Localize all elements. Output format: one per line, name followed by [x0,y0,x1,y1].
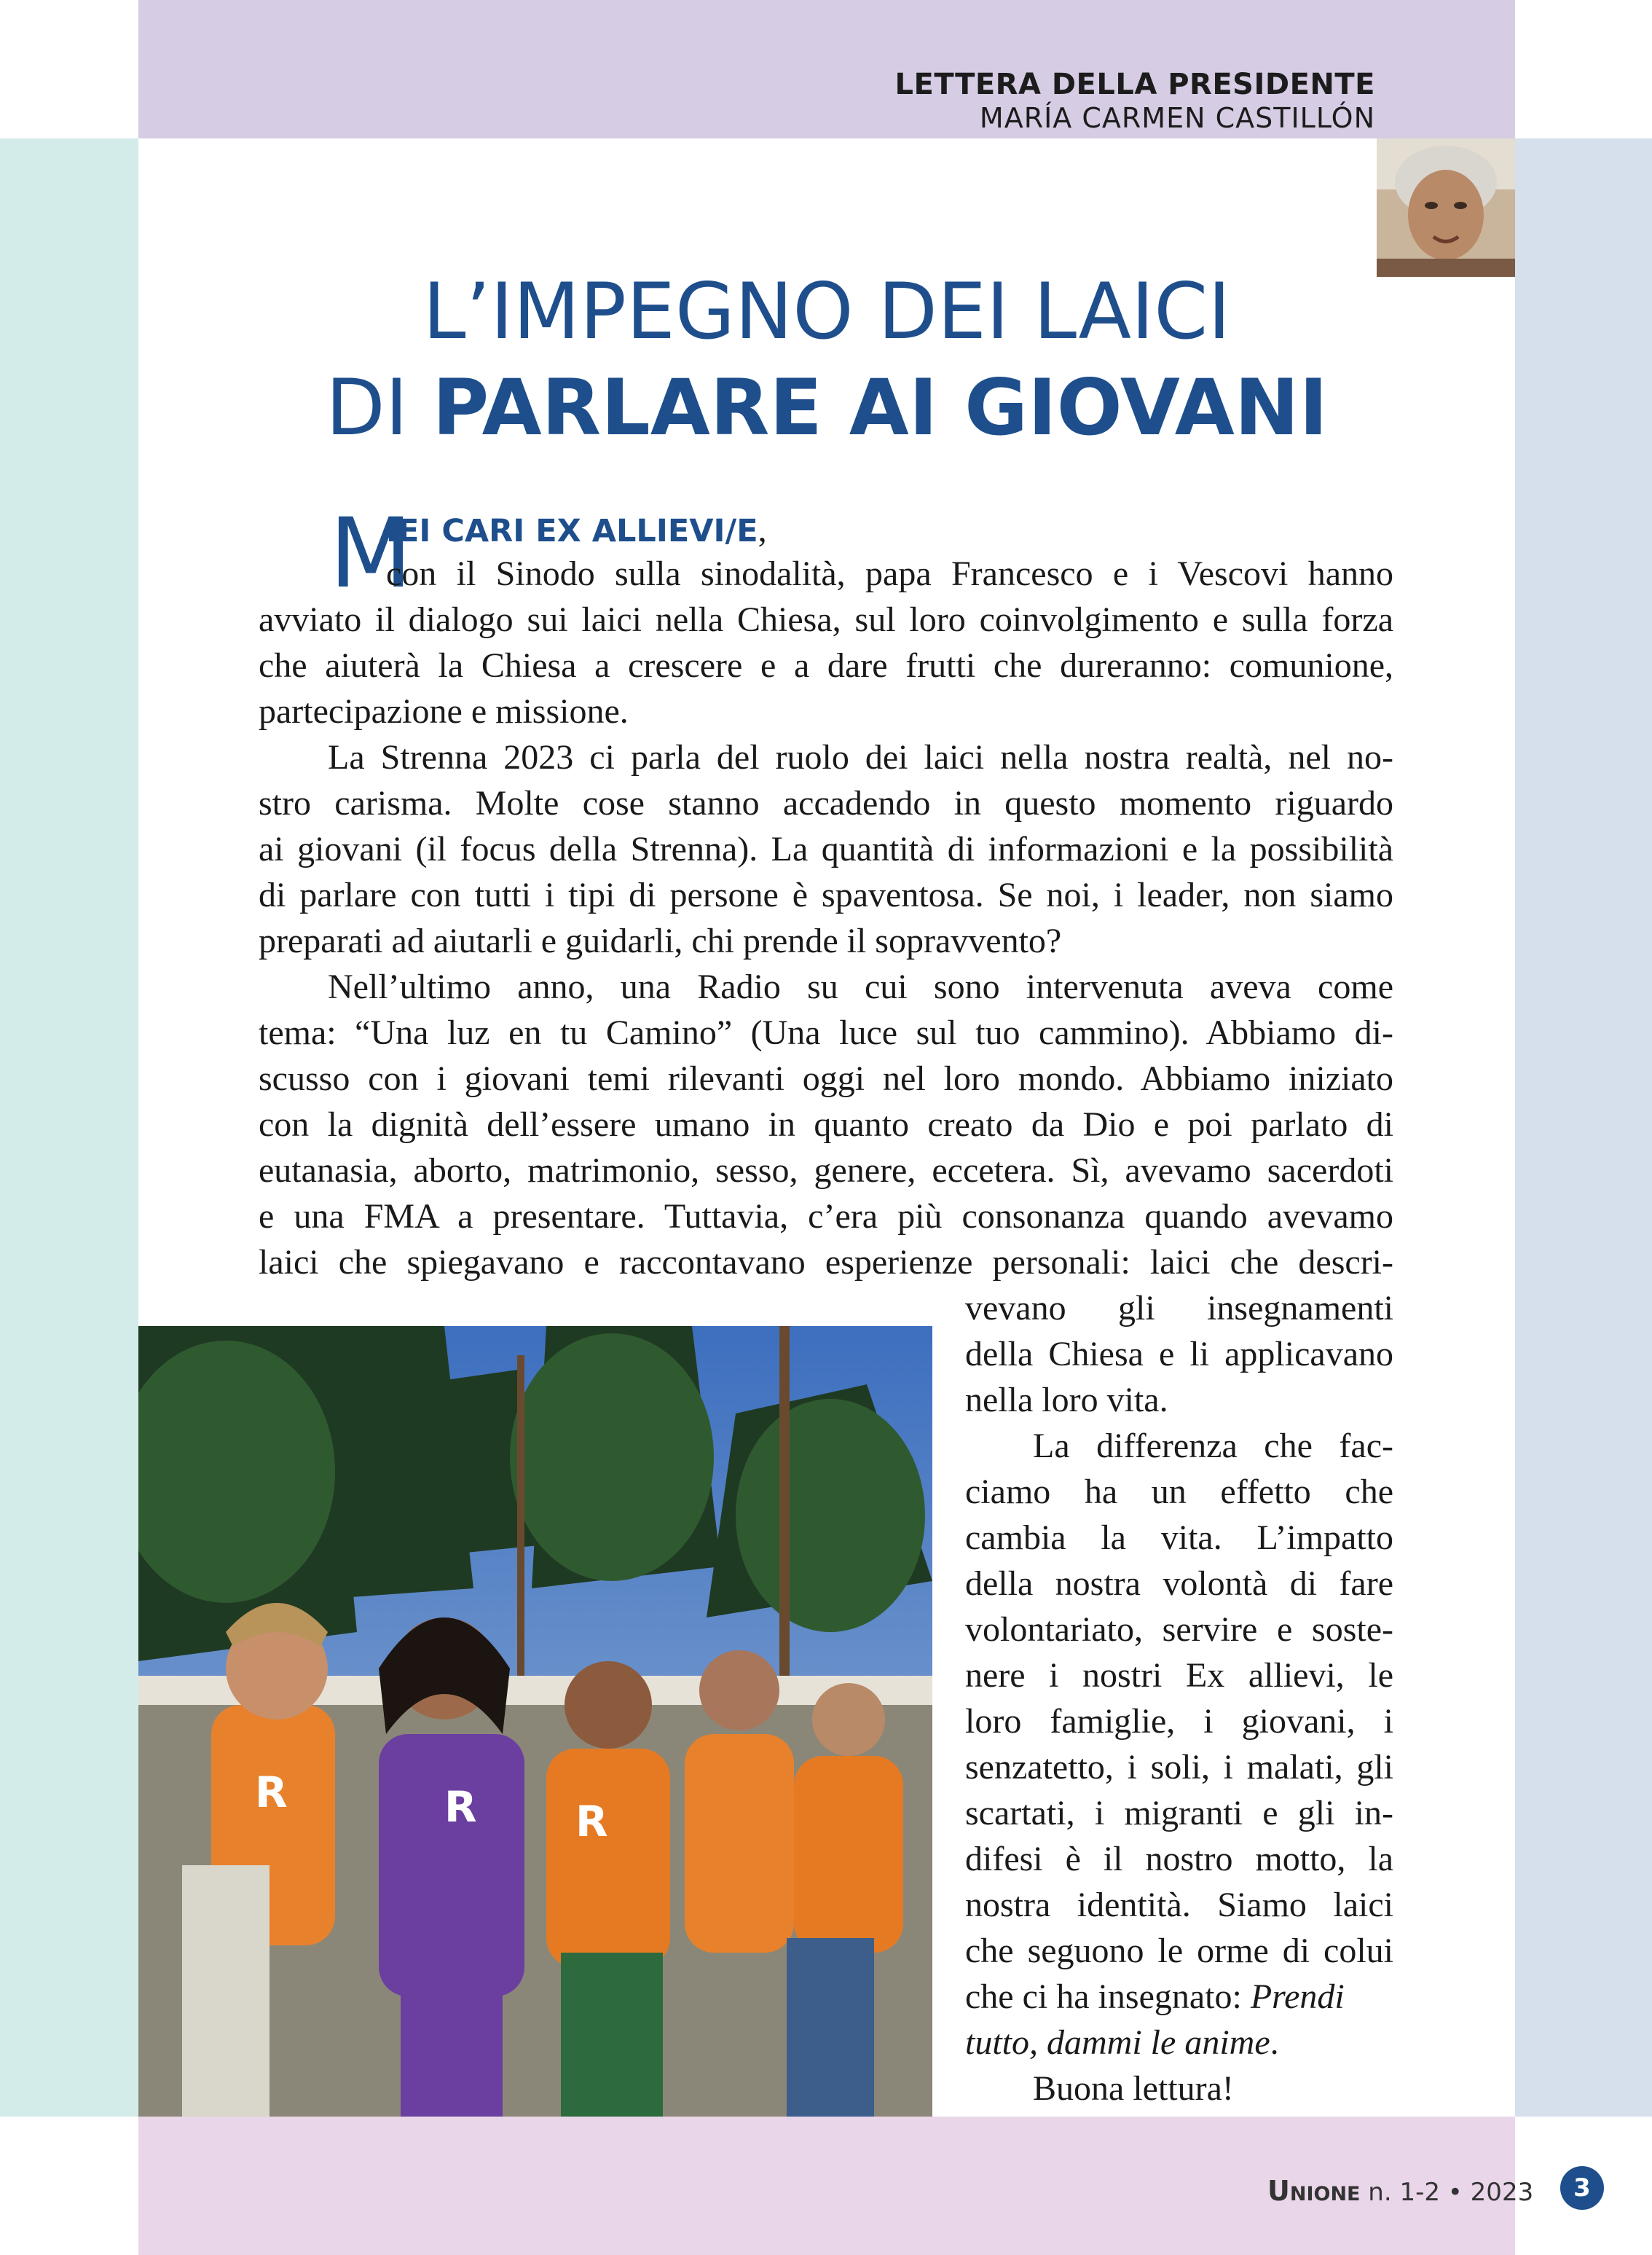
body-line: di parlare con tutti i tipi di persone è spaventosa. Se noi, i leader, non siamo [259,876,1393,914]
quote-period: . [1270,2023,1279,2062]
body-line: ai giovani (il focus della Strenna). La quantità di informazioni e la possibilità [259,830,1393,868]
column-line: volontariato, servire e soste- [965,1610,1393,1649]
left-color-band [0,138,138,2117]
column-line: vevano gli insegnamenti [965,1289,1393,1327]
title-line-1: L’IMPEGNO DEI LAICI [422,267,1231,356]
column-line: loro famiglie, i giovani, i [965,1702,1393,1741]
body-line: con la dignità dell’essere umano in quanto creato da Dio e poi parlato di [259,1105,1393,1144]
body-line: preparati ad aiutarli e guidarli, chi prende il sopravvento? [259,922,1062,960]
body-line: La Strenna 2023 ci parla del ruolo dei laici nella nostra realtà, nel no- [328,738,1393,777]
body-line: Nell’ultimo anno, una Radio su cui sono intervenuta aveva come [328,968,1393,1006]
body-line: partecipazione e missione. [259,692,629,731]
body-line: stro carisma. Molte cose stanno accadendo in questo momento riguardo [259,784,1393,823]
column-line: della Chiesa e li applicavano [965,1335,1393,1373]
body-line: avviato il dialogo sui laici nella Chiesa, sul loro coinvolgimento e sulla forza [259,600,1393,639]
shirt-logo: R [444,1782,477,1832]
greeting [386,510,767,552]
column-line: scartati, i migranti e gli in- [965,1794,1393,1832]
column-line-text: che ci ha insegnato: [965,1977,1251,2016]
page-header [895,67,1375,134]
column-line: della nostra volontà di fare [965,1564,1393,1603]
body-line: e una FMA a presentare. Tuttavia, c’era più consonanza quando avevamo [259,1197,1393,1236]
column-line: nostra identità. Siamo laici [965,1886,1393,1924]
greeting-text: IEI CARI EX ALLIEVI/E [386,513,758,549]
column-line: difesi è il nostro motto, la [965,1840,1393,1878]
shirt-logo: R [575,1797,608,1846]
page-footer [1267,2175,1533,2207]
body-line: eutanasia, aborto, matrimonio, sesso, genere, eccetera. Sì, avevamo sacerdoti [259,1151,1393,1190]
column-line: che seguono le orme di colui [965,1932,1393,1970]
group-photo [138,1326,932,2117]
italic-quote-part-2: tutto, dammi le anime [965,2023,1270,2062]
column-line: ciamo ha un effetto che [965,1472,1393,1511]
greeting-comma: , [758,511,767,549]
author-portrait [1377,138,1515,277]
footer-issue: n. 1-2 • 2023 [1360,2178,1534,2207]
drop-cap: M [329,498,412,610]
shirt-logo: R [255,1768,288,1817]
column-line: La differenza che fac- [1033,1427,1393,1465]
italic-quote-part-1: Prendi [1250,1977,1345,2016]
column-line: senzatetto, i soli, i malati, gli [965,1748,1393,1787]
page-number: 3 [1560,2166,1604,2210]
column-line: nella loro vita. [965,1381,1168,1419]
title-line-2 [138,364,1515,452]
column-line: cambia la vita. L’impatto [965,1518,1393,1557]
body-line: scusso con i giovani temi rilevanti oggi nel loro mondo. Abbiamo iniziato [259,1059,1393,1098]
right-color-band [1515,138,1652,2117]
body-line: con il Sinodo sulla sinodalità, papa Francesco e i Vescovi hanno [386,554,1393,593]
author-name: MARÍA CARMEN CASTILLÓN [979,102,1375,134]
body-line: tema: “Una luz en tu Camino” (Una luce sul tuo cammino). Abbiamo di- [259,1013,1393,1052]
column-line [965,2020,1279,2066]
title-line-2-regular: DI [326,363,433,452]
body-line: che aiuterà la Chiesa a crescere e a dare frutti che dureranno: comunione, [259,646,1393,685]
title-line-2-bold: PARLARE AI GIOVANI [432,363,1328,452]
column-line [965,1974,1345,2020]
body-line: laici che spiegavano e raccontavano esperienze personali: laici che descri- [259,1243,1393,1282]
footer-magazine-name: Unione [1267,2175,1361,2207]
section-label: LETTERA DELLA PRESIDENTE [894,68,1375,101]
closing-line: Buona lettura! [1033,2069,1234,2108]
column-line: nere i nostri Ex allievi, le [965,1656,1393,1695]
